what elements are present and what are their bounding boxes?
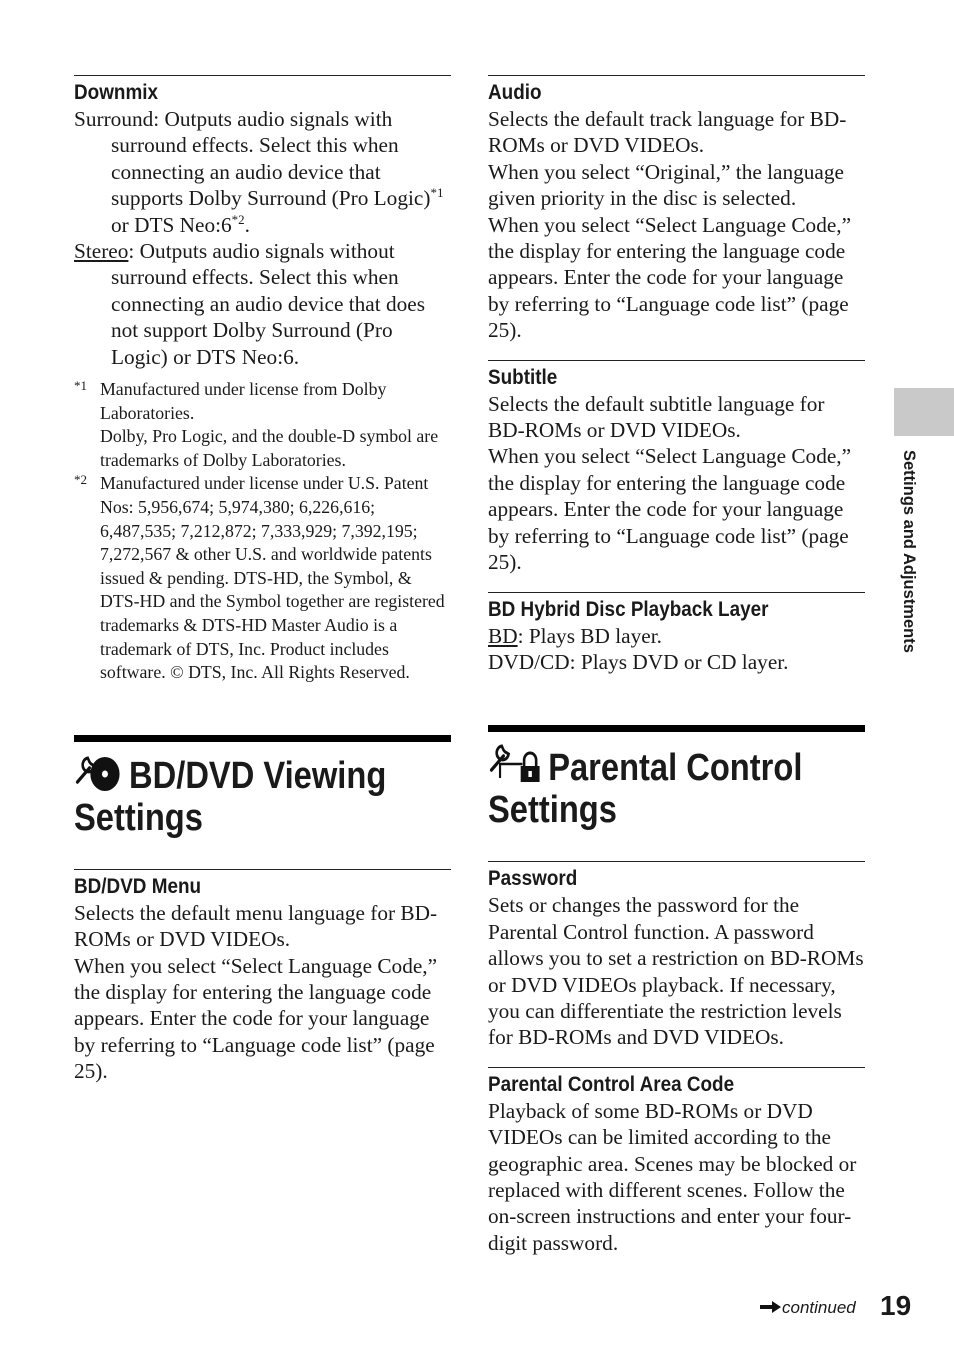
hybrid-title: BD Hybrid Disc Playback Layer bbox=[488, 597, 769, 621]
bdmenu-section bbox=[74, 869, 451, 1085]
audio-p1: Selects the default track language for BD-ROMs or DVD VIDEOs. bbox=[488, 107, 847, 158]
continued-text: continued bbox=[782, 1298, 856, 1317]
footnote-1 bbox=[74, 378, 451, 472]
surround-end: . bbox=[244, 212, 250, 237]
page-number: 19 bbox=[880, 1290, 912, 1321]
password-title: Password bbox=[488, 867, 578, 891]
hybrid-bd bbox=[488, 623, 865, 649]
surround-term: Surround bbox=[74, 107, 154, 131]
bdmenu-p1: Selects the default menu language for BD-ROMs or DVD VIDEOs. bbox=[74, 900, 438, 952]
footnote-2-p1: Manufactured under license under U.S. Patent Nos: 5,956,674; 5,974,380; 6,226,616; 6,487,535; 7,212,872; 7,333,929; 7,392,195; 7,272,567 & other U.S. and worldwide patents issued & pending. DTS-HD, the Symbol, & DTS-HD and the Symbol together are registered trademarks & DTS-HD Master Audio is a trademark of DTS, Inc. Product includes software. © DTS, Inc. All Rights Reserved. bbox=[100, 473, 445, 683]
side-label-text: Settings and Adjustments bbox=[900, 450, 918, 653]
stereo-text: : Outputs audio signals without surround effects. Select this when connecting an audio device that does not support Dolby Surround (Pro Logic) or DTS Neo:6. bbox=[111, 239, 426, 369]
parental-title bbox=[488, 742, 812, 831]
subtitle-title: Subtitle bbox=[488, 365, 558, 389]
right-column bbox=[488, 75, 865, 1256]
wrench-lock-icon bbox=[488, 742, 545, 784]
password-p1: Sets or changes the password for the Parental Control function. A password allows you to set a restriction on BD-ROMs or DVD VIDEOs playback. If necessary, you can differentiate the restriction levels for BD-ROMs and DVD VIDEOs. bbox=[488, 893, 864, 1050]
bdmenu-title: BD/DVD Menu bbox=[74, 874, 202, 898]
downmix-title: Downmix bbox=[74, 81, 159, 104]
surround-text: : Outputs audio signals with surround effects. Select this when connecting an audio device that supports Dolby Surround (Pro Logic) bbox=[111, 107, 431, 211]
footnote-1-p2: Dolby, Pro Logic, and the double-D symbol are trademarks of Dolby Laboratories. bbox=[100, 426, 439, 470]
subtitle-p1: Selects the default subtitle language for BD-ROMs or DVD VIDEOs. bbox=[488, 391, 825, 443]
surround-mid: or DTS Neo:6 bbox=[111, 212, 232, 237]
subtitle-section bbox=[488, 360, 865, 576]
section-tab bbox=[894, 388, 954, 436]
hybrid-dvd: DVD/CD: Plays DVD or CD layer. bbox=[488, 649, 789, 674]
subtitle-p2: When you select “Select Language Code,” the display for entering the language code appears. Enter the code for your language by referring to “Language code list” (page 25). bbox=[488, 444, 852, 575]
footnote-ref-1: *1 bbox=[430, 185, 444, 201]
area-title: Parental Control Area Code bbox=[488, 1072, 735, 1096]
footnote-2 bbox=[74, 472, 451, 684]
footnote-ref-2: *2 bbox=[231, 211, 245, 227]
bdview-title-line1: BD/DVD Viewing bbox=[129, 754, 387, 797]
bdmenu-p2: When you select “Select Language Code,” the display for entering the language code appears. Enter the code for your language by referring to “Language code list” (page 25). bbox=[74, 953, 438, 1084]
audio-p2: When you select “Original,” the language given priority in the disc is selected. bbox=[488, 159, 844, 211]
continued-note bbox=[760, 1298, 856, 1318]
left-column bbox=[74, 75, 451, 1085]
hybrid-section bbox=[488, 592, 865, 676]
stereo-term: Stereo bbox=[74, 239, 129, 264]
parental-title-line1: Parental Control bbox=[548, 747, 803, 790]
bdview-title bbox=[74, 752, 398, 839]
audio-p3: When you select “Select Language Code,” the display for entering the language code appears. Enter the code for your language by referring to “Language code list” (page 25). bbox=[488, 212, 852, 343]
bdview-title-line2: Settings bbox=[74, 796, 203, 839]
footnote-1-p1: Manufactured under license from Dolby Laboratories. bbox=[100, 379, 387, 423]
area-section bbox=[488, 1067, 865, 1256]
arrow-right-icon bbox=[760, 1300, 782, 1314]
password-section bbox=[488, 861, 865, 1050]
audio-section bbox=[488, 75, 865, 344]
hybrid-bd-text: : Plays BD layer. bbox=[517, 623, 662, 648]
footnote-1-mark: *1 bbox=[74, 378, 87, 394]
footnote-2-mark: *2 bbox=[74, 472, 87, 488]
downmix-section bbox=[74, 75, 451, 685]
hybrid-bd-term: BD bbox=[488, 623, 518, 648]
audio-title: Audio bbox=[488, 81, 542, 104]
bdview-heading bbox=[74, 735, 451, 839]
area-p1: Playback of some BD-ROMs or DVD VIDEOs can be limited according to the geographic area. Scenes may be blocked or replaced with different scenes. Follow the on-screen instructions and enter your four-digit password. bbox=[488, 1098, 857, 1255]
stereo-option bbox=[74, 238, 451, 370]
wrench-disc-icon bbox=[74, 752, 126, 792]
parental-title-line2: Settings bbox=[488, 789, 617, 832]
parental-heading bbox=[488, 725, 865, 831]
surround-option bbox=[74, 106, 451, 238]
